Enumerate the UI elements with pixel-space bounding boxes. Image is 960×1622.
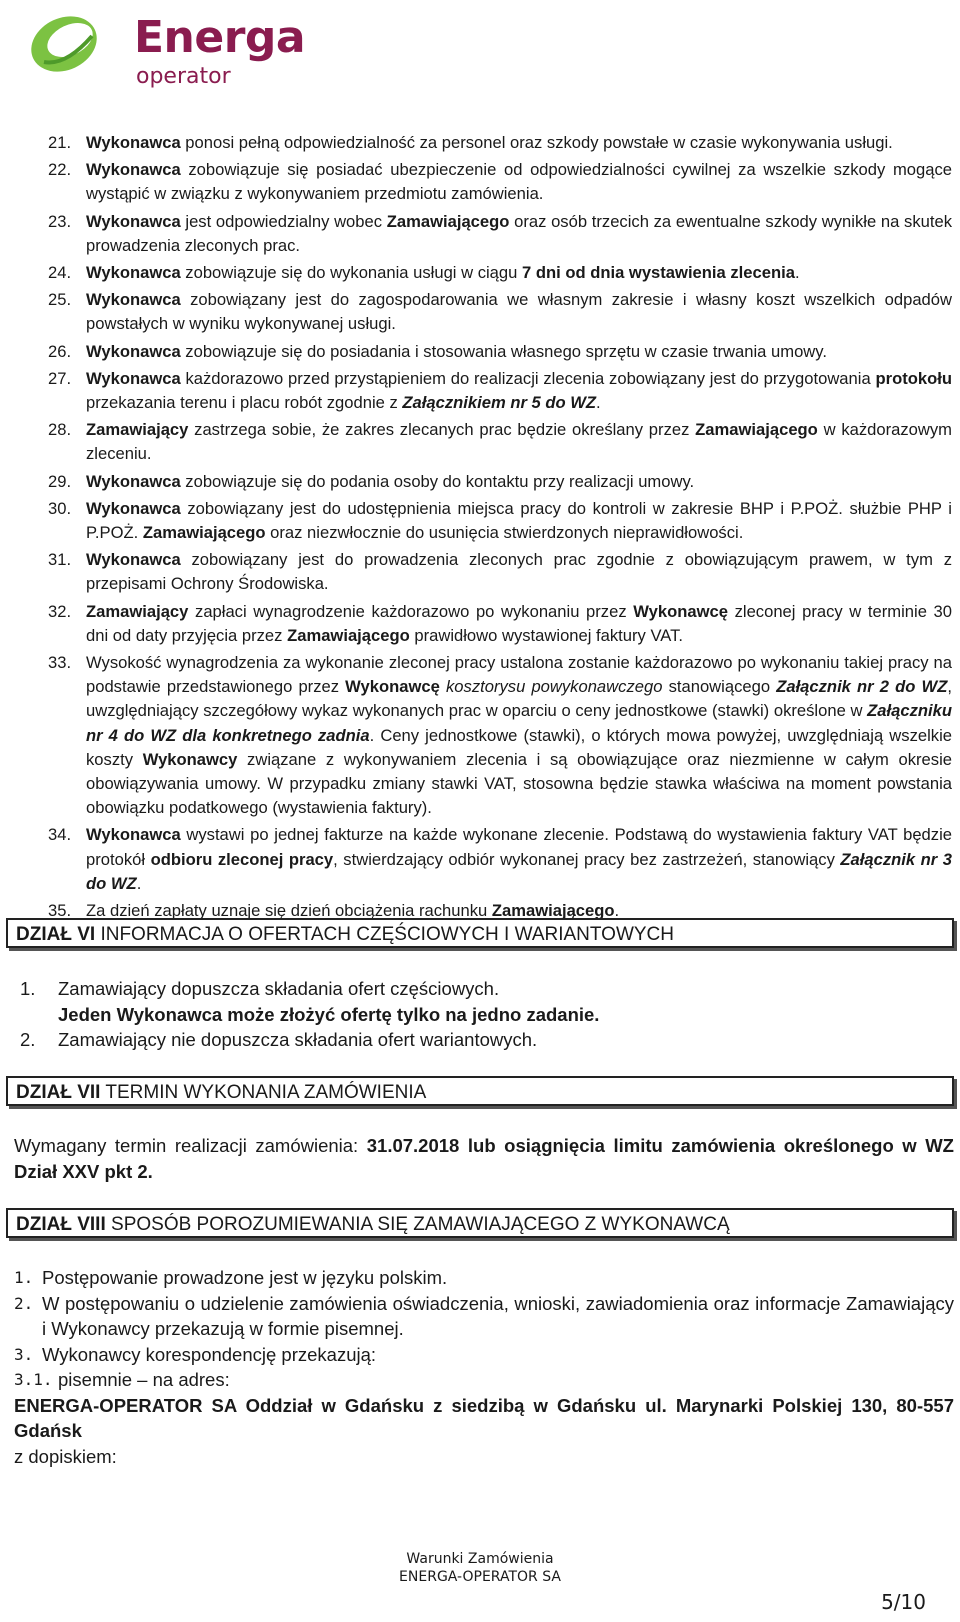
emphasized-term: Wykonawcy bbox=[142, 749, 238, 769]
text-segment: Za dzień zapłaty uznaje się dzień obciążenia rachunku bbox=[86, 901, 492, 921]
text-segment: w każdorazowym zleceniu. bbox=[86, 420, 952, 464]
item-text: Zamawiający dopuszcza składania ofert częściowych. bbox=[58, 978, 500, 999]
list-item bbox=[48, 497, 952, 545]
text-segment: . Ceny jednostkowe (stawki), o których mowa powyżej, uwzględniają wszelkie koszty bbox=[86, 725, 952, 769]
note-label: z dopiskiem: bbox=[14, 1445, 117, 1467]
text-segment: zleconej pracy w terminie 30 dni od daty przyjęcia przez bbox=[86, 601, 952, 645]
text-segment: jest odpowiedzialny wobec bbox=[180, 211, 387, 231]
emphasized-term: Zamawiającego bbox=[142, 523, 266, 543]
list-item bbox=[48, 367, 952, 415]
text-segment: zapłaci wynagrodzenie każdorazowo po wykonaniu przez bbox=[188, 601, 634, 621]
text-segment: . bbox=[136, 873, 142, 893]
footer-title: Warunki Zamówienia bbox=[406, 1551, 554, 1567]
text-segment: oraz niezwłocznie do usunięcia stwierdzonych nieprawidłowości. bbox=[265, 523, 744, 543]
text-segment: zobowiązuje się do wykonania usługi w ciągu bbox=[180, 263, 522, 283]
section-number: DZIAŁ VIII bbox=[16, 1214, 106, 1235]
text-segment: Wysokość wynagrodzenia za wykonanie zleconej pracy ustalona zostanie każdorazowo po wykonaniu takiej pracy na podstawie przedstawionego przez bbox=[86, 653, 952, 697]
item-number: 31. bbox=[48, 550, 72, 570]
footer-company: ENERGA-OPERATOR SA bbox=[399, 1569, 561, 1585]
text-segment: . bbox=[614, 901, 620, 921]
text-segment: . bbox=[596, 393, 601, 413]
text-segment: stanowiącego bbox=[662, 677, 777, 697]
item-number: 3.1. bbox=[14, 1370, 53, 1389]
text-segment: ponosi pełną odpowiedzialność za personel oraz szkody powstałe w czasie wykonywania usługi. bbox=[180, 133, 893, 152]
emphasized-term: Załącznikiem nr 5 do WZ bbox=[402, 393, 597, 413]
text-segment: prawidłowo wystawionej faktury VAT. bbox=[409, 625, 684, 645]
item-text bbox=[86, 340, 952, 364]
text-segment: , stwierdzający odbiór wykonanej pracy bez zastrzeżeń, stanowiący bbox=[333, 849, 841, 869]
emphasized-term: Zamawiającego bbox=[491, 901, 615, 921]
item-text bbox=[86, 497, 952, 545]
page-number: 5/10 bbox=[881, 1590, 926, 1614]
emphasized-term: odbioru zleconej pracy bbox=[150, 849, 334, 869]
text-segment: zobowiązany jest do zagospodarowania we własnym zakresie i własny koszt wszelkich odpadów powstałych w wyniku wykonywanej usługi. bbox=[86, 290, 952, 334]
list-item bbox=[48, 418, 952, 466]
item-number: 25. bbox=[48, 290, 72, 310]
emphasized-term: Zamawiający bbox=[86, 420, 189, 440]
item-text: W postępowaniu o udzielenie zamówienia oświadczenia, wnioski, zawiadomienia oraz informacje Zamawiający i Wykonawcy przekazują w formie pisemnej. bbox=[42, 1292, 954, 1339]
text-segment: , uwzględniający szczegółowy wykaz wykonanych prac w oparciu o ceny jednostkowe (stawki) określone w bbox=[86, 677, 952, 721]
emphasized-term: Wykonawca bbox=[86, 498, 181, 518]
emphasized-term: Wykonawca bbox=[86, 263, 181, 283]
item-number: 2. bbox=[14, 1293, 34, 1313]
emphasized-term: Zamawiającego bbox=[695, 420, 818, 440]
item-number: 24. bbox=[48, 263, 72, 283]
list-item bbox=[48, 600, 952, 648]
emphasized-term: Wykonawca bbox=[86, 160, 181, 180]
item-text bbox=[86, 210, 952, 258]
item-number: 1. bbox=[20, 978, 36, 999]
page-footer bbox=[0, 1550, 960, 1586]
section-8-content bbox=[14, 1265, 954, 1469]
emphasized-term: Wykonawca bbox=[86, 290, 181, 310]
item-text bbox=[86, 367, 952, 415]
item-number: 30. bbox=[48, 498, 72, 518]
text-segment: oraz osób trzecich za ewentualne szkody wynikłe na skutek prowadzenia zleconych prac. bbox=[86, 211, 952, 255]
list-item bbox=[48, 158, 952, 206]
item-number: 32. bbox=[48, 601, 72, 621]
emphasized-term: Zamawiającego bbox=[287, 625, 410, 645]
item-text bbox=[86, 600, 952, 648]
text-segment: zobowiązuje się posiadać ubezpieczenie od odpowiedzialności cywilnej za wszelkie szkody mogące wystąpić w związku z wykonywaniem przedmiotu zamówienia. bbox=[86, 160, 952, 204]
logo-brand-name: Energa bbox=[134, 12, 306, 63]
text-segment: przekazania terenu i placu robót zgodnie z bbox=[86, 393, 403, 413]
text-segment: zobowiązuje się do posiadania i stosowania własnego sprzętu w czasie trwania umowy. bbox=[180, 341, 827, 361]
text-segment: wystawi po jednej fakturze na każde wykonane zlecenie. Podstawą do wystawienia faktury VAT będzie protokół bbox=[86, 825, 952, 869]
emphasized-term: Wykonawca bbox=[86, 368, 181, 388]
text-segment: . bbox=[794, 263, 800, 283]
section-title: SPOSÓB POROZUMIEWANIA SIĘ ZAMAWIAJĄCEGO Z WYKONAWCĄ bbox=[111, 1214, 730, 1235]
item-text bbox=[86, 470, 952, 494]
item-bold-note: Jeden Wykonawca może złożyć ofertę tylko na jedno zadanie. bbox=[58, 1003, 600, 1025]
emphasized-term: Zamawiającego bbox=[386, 211, 510, 231]
list-item bbox=[48, 823, 952, 896]
emphasized-term: Załączniku nr 4 do WZ dla konkretnego zadnia bbox=[86, 701, 952, 745]
item-number: 28. bbox=[48, 420, 72, 440]
section-8-header bbox=[6, 1208, 954, 1238]
address: ENERGA-OPERATOR SA Oddział w Gdańsku z siedzibą w Gdańsku ul. Marynarki Polskiej 130, 80-557 Gdańsk bbox=[14, 1394, 954, 1441]
item-text: Postępowanie prowadzone jest w języku polskim. bbox=[42, 1267, 448, 1288]
emphasized-term: Wykonawcę bbox=[633, 601, 728, 621]
list-item bbox=[48, 548, 952, 596]
item-text bbox=[86, 418, 952, 466]
logo-subtitle: operator bbox=[136, 64, 231, 89]
emphasized-term: Wykonawca bbox=[86, 133, 181, 152]
item-number: 34. bbox=[48, 825, 72, 845]
list-item bbox=[48, 288, 952, 336]
item-text bbox=[86, 131, 952, 155]
deadline-lead: Wymagany termin realizacji zamówienia: bbox=[14, 1135, 367, 1156]
section-title: TERMIN WYKONANIA ZAMÓWIENIA bbox=[105, 1082, 427, 1103]
list-item bbox=[48, 651, 952, 820]
item-text bbox=[86, 288, 952, 336]
emphasized-term: Wykonawca bbox=[86, 550, 181, 570]
emphasized-term: Wykonawcę bbox=[345, 677, 440, 697]
item-number: 3. bbox=[14, 1344, 34, 1364]
emphasized-term: Załącznik nr 2 do WZ bbox=[776, 677, 948, 697]
emphasized-term: 7 dni od dnia wystawienia zlecenia bbox=[521, 263, 795, 283]
text-segment: związane z wykonywaniem zlecenia i są obowiązujące oraz niezmienne w całym okresie obowiązywania umowy. W przypadku zmiany stawki VAT, stosowna będzie stawka właściwa na moment powstania obowiązku podatkowego (wystawienia faktury). bbox=[86, 749, 953, 818]
text-segment: zobowiązany jest do udostępnienia miejsca pracy do kontroli w zakresie BHP i P.POŻ. służbie PHP i P.POŻ. bbox=[86, 498, 952, 543]
emphasized-term: Wykonawca bbox=[86, 825, 181, 845]
text-segment: zobowiązuje się do podania osoby do kontaktu przy realizacji umowy. bbox=[180, 471, 695, 491]
energa-operator-logo bbox=[26, 4, 306, 94]
item-text bbox=[86, 158, 952, 206]
list-item bbox=[48, 210, 952, 258]
deadline-value: 31.07.2018 lub osiągnięcia limitu zamówienia określonego w WZ Dział XXV pkt 2. bbox=[14, 1135, 954, 1182]
section-number: DZIAŁ VI bbox=[16, 924, 96, 945]
text-segment: kosztorysu powykonawczego bbox=[446, 677, 663, 697]
item-number: 23. bbox=[48, 211, 72, 231]
emphasized-term: Załącznik nr 3 do WZ bbox=[86, 849, 953, 893]
item-text bbox=[86, 261, 952, 285]
energa-leaf-icon bbox=[26, 6, 126, 86]
section-number: DZIAŁ VII bbox=[16, 1082, 101, 1103]
section-6-header bbox=[6, 918, 954, 948]
emphasized-term: Wykonawca bbox=[86, 211, 181, 231]
item-text bbox=[86, 548, 952, 596]
list-item bbox=[48, 340, 952, 364]
item-number: 1. bbox=[14, 1268, 34, 1287]
item-text bbox=[86, 651, 952, 820]
section-7-content bbox=[14, 1133, 954, 1184]
text-segment: zastrzega sobie, że zakres zlecanych prac będzie określany przez bbox=[188, 420, 696, 440]
item-number: 29. bbox=[48, 471, 72, 491]
item-number: 26. bbox=[48, 341, 72, 361]
item-text: Wykonawcy korespondencję przekazują: bbox=[42, 1343, 377, 1365]
item-number: 35. bbox=[48, 901, 72, 921]
item-number: 22. bbox=[48, 160, 72, 180]
section-title: INFORMACJA O OFERTACH CZĘŚCIOWYCH I WARIANTOWYCH bbox=[100, 924, 674, 945]
item-text bbox=[86, 823, 952, 896]
emphasized-term: protokołu bbox=[875, 368, 952, 388]
item-text: pisemnie – na adres: bbox=[58, 1369, 230, 1390]
emphasized-term: Wykonawca bbox=[86, 341, 181, 361]
item-number: 27. bbox=[48, 368, 72, 388]
list-item bbox=[48, 131, 952, 155]
item-number: 21. bbox=[48, 133, 72, 152]
terms-list bbox=[48, 128, 952, 923]
text-segment: każdorazowo przed przystąpieniem do realizacji zlecenia zobowiązany jest do przygotowania bbox=[180, 368, 876, 388]
item-number: 2. bbox=[20, 1029, 36, 1050]
item-text: Zamawiający nie dopuszcza składania ofert wariantowych. bbox=[58, 1029, 538, 1050]
list-item bbox=[48, 470, 952, 494]
section-7-header bbox=[6, 1076, 954, 1106]
emphasized-term: Wykonawca bbox=[86, 471, 181, 491]
text-segment: zobowiązany jest do prowadzenia zleconych prac zgodnie z obowiązującym prawem, w tym z przepisami Ochrony Środowiska. bbox=[86, 550, 952, 594]
emphasized-term: Zamawiający bbox=[86, 601, 189, 621]
list-item bbox=[48, 261, 952, 285]
item-number: 33. bbox=[48, 653, 72, 673]
section-6-content bbox=[20, 976, 960, 1053]
